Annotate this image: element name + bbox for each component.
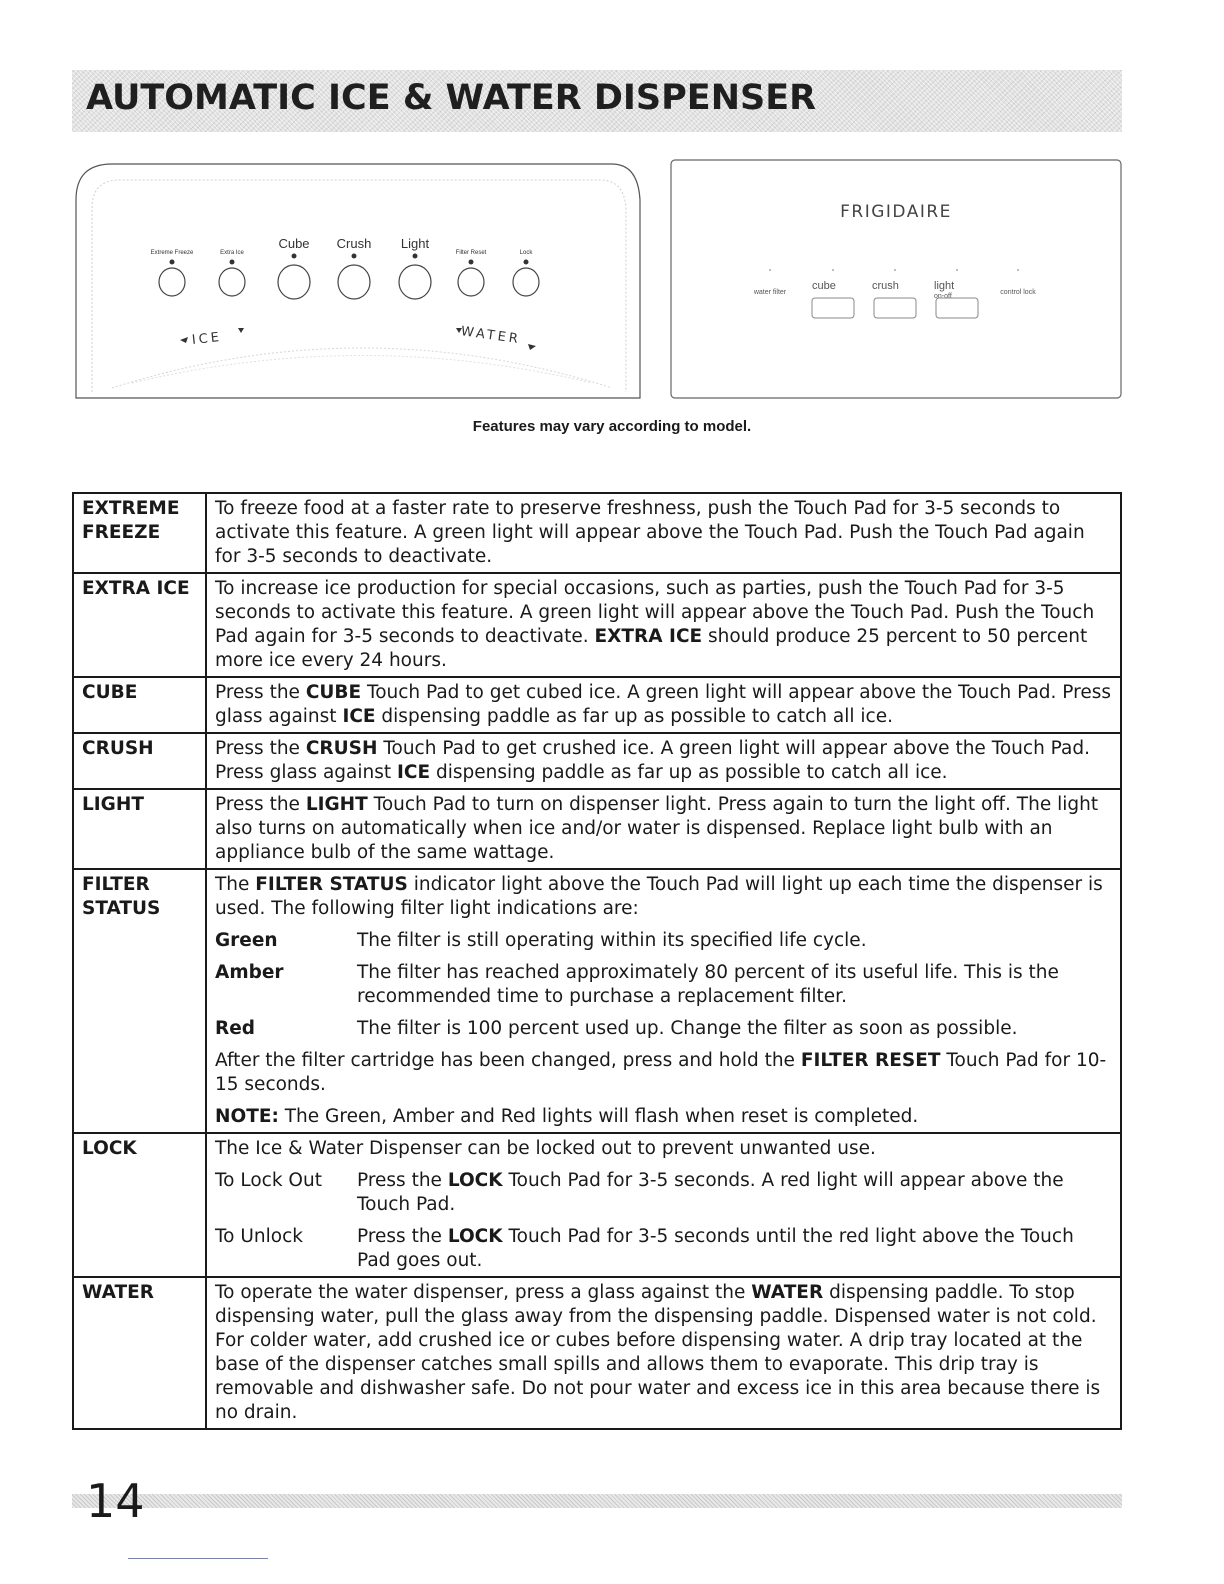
water-filter-label: water filter [753, 289, 787, 296]
feature-label: LOCK [73, 1133, 206, 1277]
feature-label: FILTER STATUS [73, 869, 206, 1133]
btn-label-extra-ice: Extra Ice [220, 250, 244, 256]
table-row-cube [73, 677, 1121, 733]
table-row-lock [73, 1133, 1121, 1277]
table-row-light [73, 789, 1121, 869]
ice-label: ICE [191, 329, 223, 349]
table-row-extra-ice [73, 573, 1121, 677]
table-row-crush [73, 733, 1121, 789]
feature-description: To operate the water dispenser, press a glass against the WATER dispensing paddle. To stop dispensing water, pull the glass away from the dispensing paddle. Dispensed water is not cold. For colder water, add crushed ice or cubes before dispensing water. A drip tray located at the base of the dispenser catches small spills and allows them to evaporate. This drip tray is removable and dishwasher safe. Do not pour water and excess ice in this area because there is no drain. [206, 1277, 1121, 1429]
footer-band [72, 1494, 1122, 1508]
touch-pad-extreme-freeze [159, 268, 185, 296]
footer-rule [128, 1558, 268, 1559]
filter-indication-green: Green The filter is still operating within its specified life cycle. [215, 930, 867, 951]
feature-label: CUBE [73, 677, 206, 733]
touch-pad-light [399, 265, 431, 299]
btn-label-extreme-freeze: Extreme Freeze [150, 250, 194, 256]
btn-label-crush: Crush [336, 236, 372, 251]
feature-description: The FILTER STATUS indicator light above the Touch Pad will light up each time the dispenser is used. The following filter light indications are: Green The filter is still operating within its specified life cycle. Amber The filter has reached approximately 80 percent of its useful life. This is the recommended time to purchase a replacement filter. Red The filter is 100 percent used up. Change the filter as soon as possible. After the filter cartridge has been changed, press and hold the FILTER RESET Touch Pad for 10-15 seconds. NOTE: The Green, Amber and Red lights will flash when reset is completed. [206, 869, 1121, 1133]
crush-label: crush [872, 280, 899, 292]
lock-out-instruction: To Lock Out Press the LOCK Touch Pad for 3-5 seconds. A red light will appear above the Touch Pad. [215, 1170, 1064, 1215]
feature-table [72, 492, 1122, 1430]
touch-pad-crush [338, 265, 370, 299]
unlock-instruction: To Unlock Press the LOCK Touch Pad for 3-5 seconds until the red light above the Touch Pad goes out. [215, 1226, 1074, 1271]
dispenser-panel-illustration [72, 158, 644, 400]
feature-label: CRUSH [73, 733, 206, 789]
brand-logo: FRIGIDAIRE [840, 202, 952, 222]
feature-description: Press the CRUSH Touch Pad to get crushed ice. A green light will appear above the Touch Pad. Press glass against ICE dispensing paddle as far up as possible to catch all ice. [206, 733, 1121, 789]
filter-indication-amber: Amber The filter has reached approximately 80 percent of its useful life. This is the recommended time to purchase a replacement filter. [215, 962, 1059, 1007]
table-row-water [73, 1277, 1121, 1429]
touch-pad-extra-ice [219, 268, 245, 296]
table-row-filter-status [73, 869, 1121, 1133]
btn-label-cube: Cube [278, 236, 310, 251]
feature-label: EXTRA ICE [73, 573, 206, 677]
btn-label-light: Light [400, 236, 430, 251]
feature-label: EXTREME FREEZE [73, 493, 206, 573]
water-label: WATER [459, 324, 522, 348]
feature-description: Press the CUBE Touch Pad to get cubed ice. A green light will appear above the Touch Pad. Press glass against ICE dispensing paddle as far up as possible to catch all ice. [206, 677, 1121, 733]
feature-label: WATER [73, 1277, 206, 1429]
feature-label: LIGHT [73, 789, 206, 869]
filter-indication-red: Red The filter is 100 percent used up. Change the filter as soon as possible. [215, 1018, 1018, 1039]
light-sub-label: on-off [934, 293, 952, 300]
cube-label: cube [812, 280, 836, 292]
btn-label-lock: Lock [519, 250, 533, 256]
feature-description: To freeze food at a faster rate to preserve freshness, push the Touch Pad for 3-5 seconds to activate this feature. A green light will appear above the Touch Pad. Push the Touch Pad again for 3-5 seconds to deactivate. [206, 493, 1121, 573]
page-title: AUTOMATIC ICE & WATER DISPENSER [86, 78, 817, 118]
feature-description: The Ice & Water Dispenser can be locked out to prevent unwanted use. To Lock Out Press the LOCK Touch Pad for 3-5 seconds. A red light will appear above the Touch Pad. To Unlock Press the LOCK Touch Pad for 3-5 seconds until the red light above the Touch Pad goes out. [206, 1133, 1121, 1277]
light-label: light [934, 280, 955, 292]
page-number: 14 [86, 1474, 145, 1528]
touch-pad-cube [278, 265, 310, 299]
btn-label-filter-reset: Filter Reset [455, 250, 487, 256]
table-row-extreme-freeze [73, 493, 1121, 573]
model-caption: Features may vary according to model. [472, 418, 752, 435]
reset-note: NOTE: The Green, Amber and Red lights will flash when reset is completed. [215, 1106, 919, 1127]
touch-pad-filter-reset [458, 268, 484, 296]
feature-description: Press the LIGHT Touch Pad to turn on dispenser light. Press again to turn the light off. The light also turns on automatically when ice and/or water is dispensed. Replace light bulb with an appliance bulb of the same wattage. [206, 789, 1121, 869]
touch-pad-lock [513, 268, 539, 296]
frigidaire-panel-illustration [670, 158, 1124, 400]
header-banner [72, 70, 1122, 132]
feature-description: To increase ice production for special occasions, such as parties, push the Touch Pad for 3-5 seconds to activate this feature. A green light will appear above the Touch Pad. Push the Touch Pad again for 3-5 seconds to deactivate. EXTRA ICE should produce 25 percent to 50 percent more ice every 24 hours. [206, 573, 1121, 677]
control-lock-label: control lock [1000, 289, 1036, 296]
